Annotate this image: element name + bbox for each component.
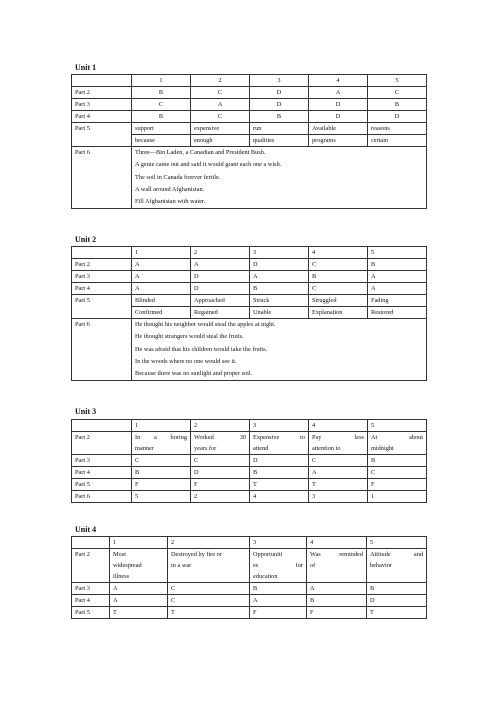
answer-cell: support: [132, 123, 191, 135]
answer-cell: D: [250, 87, 309, 99]
header-cell: 4: [309, 75, 368, 87]
answer-cell: because: [132, 135, 191, 147]
answer-cell: Confirmed: [132, 307, 191, 319]
answer-line: attend: [253, 445, 269, 452]
answer-line: In the woods where no one would see it.: [135, 357, 237, 365]
answer-cell: F: [191, 479, 250, 491]
answer-cell: A: [250, 595, 307, 607]
answer-cell: T: [110, 607, 168, 619]
answer-cell: B: [250, 467, 309, 479]
unit-4-title: Unit 4: [75, 525, 97, 534]
table-row: [72, 271, 427, 283]
answer-line: widespread: [113, 562, 142, 569]
table-row: [72, 99, 427, 111]
header-corner-cell: [72, 247, 132, 259]
header-cell: 2: [191, 247, 250, 259]
part-label: Part 2: [72, 432, 132, 455]
answer-cell: A: [309, 467, 368, 479]
unit-1-table: [71, 74, 427, 209]
answer-cell: T: [250, 479, 309, 491]
table-row: [72, 583, 427, 595]
header-cell: 2: [191, 420, 250, 432]
answer-line: Opportuniti: [253, 551, 283, 558]
answer-cell: 3: [309, 491, 368, 503]
answer-line: Expensive to: [253, 434, 305, 441]
part-label: Part 6: [72, 147, 132, 209]
header-cell: 4: [309, 247, 368, 259]
answer-cell: B: [250, 111, 309, 123]
answer-cell: C: [168, 595, 250, 607]
answer-cell: D: [191, 271, 250, 283]
answer-text-block: [132, 147, 427, 209]
answer-line: Fill Afghanistan with water.: [135, 198, 206, 206]
answer-cell: A: [132, 283, 191, 295]
table-row: [72, 479, 427, 491]
answer-cell: [132, 432, 191, 455]
answer-cell: A: [110, 583, 168, 595]
part-label: Part 4: [72, 283, 132, 295]
answer-line: A wall around Afghanistan.: [135, 185, 205, 193]
header-cell: 4: [307, 537, 367, 549]
table-header-row: [72, 420, 427, 432]
answer-cell: F: [250, 607, 307, 619]
part-label: Part 5: [72, 607, 110, 619]
answer-cell: C: [309, 455, 368, 467]
table-row: [72, 491, 427, 503]
table-row: [72, 595, 427, 607]
answer-line: At about: [371, 434, 423, 441]
answer-cell: D: [368, 111, 427, 123]
header-cell: 5: [368, 75, 427, 87]
answer-cell: [168, 549, 250, 583]
answer-cell: T: [168, 607, 250, 619]
answer-cell: F: [307, 607, 367, 619]
table-row: [72, 147, 427, 209]
answer-cell: B: [250, 583, 307, 595]
answer-line: education: [253, 573, 278, 580]
answer-cell: Struck: [250, 295, 309, 307]
answer-line: Attitude and: [370, 551, 423, 558]
answer-line: The soil in Canada forever fertile.: [135, 173, 221, 181]
answer-cell: B: [132, 467, 191, 479]
answer-cell: [191, 432, 250, 455]
answer-line: es for: [253, 562, 303, 569]
answer-line: attention to: [312, 445, 341, 452]
answer-cell: B: [367, 583, 427, 595]
answer-cell: C: [191, 455, 250, 467]
answer-cell: 1: [368, 491, 427, 503]
header-cell: 3: [250, 75, 309, 87]
part-label: Part 2: [72, 549, 110, 583]
part-label: Part 6: [72, 491, 132, 503]
answer-cell: A: [368, 283, 427, 295]
table-row: [72, 549, 427, 583]
table-header-row: [72, 537, 427, 549]
answer-cell: F: [132, 479, 191, 491]
answer-line: He thought strangers would steal the fruits.: [135, 333, 244, 341]
table-row: [72, 319, 427, 381]
answer-cell: Regained: [191, 307, 250, 319]
answer-cell: B: [368, 455, 427, 467]
answer-cell: T: [309, 479, 368, 491]
answer-cell: C: [132, 455, 191, 467]
answer-cell: [250, 432, 309, 455]
table-row: [72, 295, 427, 307]
part-label: Part 4: [72, 467, 132, 479]
answer-cell: A: [307, 583, 367, 595]
answer-cell: Struggled: [309, 295, 368, 307]
header-cell: 1: [110, 537, 168, 549]
table-row: [72, 123, 427, 135]
header-cell: 3: [250, 420, 309, 432]
answer-line: Worked 30: [194, 434, 246, 441]
table-header-row: [72, 75, 427, 87]
answer-text-block: [132, 319, 427, 381]
unit-1-title: Unit 1: [75, 63, 97, 72]
answer-cell: [367, 549, 427, 583]
answer-cell: B: [307, 595, 367, 607]
answer-cell: [250, 549, 307, 583]
answer-cell: reasons: [368, 123, 427, 135]
answer-cell: A: [191, 99, 250, 111]
part-label: Part 5: [72, 295, 132, 319]
answer-cell: 4: [250, 491, 309, 503]
table-row: [72, 111, 427, 123]
answer-cell: A: [309, 87, 368, 99]
answer-cell: Explanation: [309, 307, 368, 319]
answer-cell: Restored: [368, 307, 427, 319]
answer-line: Pay less: [312, 434, 364, 441]
answer-cell: B: [132, 111, 191, 123]
header-corner-cell: [72, 537, 110, 549]
part-label: Part 2: [72, 87, 132, 99]
answer-line: illness: [113, 573, 130, 580]
table-row: [72, 283, 427, 295]
answer-line: In a boring: [135, 434, 187, 441]
answer-cell: A: [250, 271, 309, 283]
part-label: Part 4: [72, 111, 132, 123]
answer-line: Was reminded: [310, 551, 363, 558]
answer-cell: D: [250, 455, 309, 467]
answer-line: manner: [135, 445, 154, 452]
answer-cell: C: [168, 583, 250, 595]
header-cell: 1: [132, 75, 191, 87]
answer-cell: Available: [309, 123, 368, 135]
part-label: Part 3: [72, 583, 110, 595]
answer-cell: A: [368, 271, 427, 283]
answer-cell: C: [368, 87, 427, 99]
header-cell: 2: [191, 75, 250, 87]
answer-cell: A: [191, 259, 250, 271]
table-row: [72, 455, 427, 467]
answer-cell: Unable: [250, 307, 309, 319]
part-label: Part 2: [72, 259, 132, 271]
answer-cell: qualities: [250, 135, 309, 147]
answer-cell: D: [250, 259, 309, 271]
table-header-row: [72, 247, 427, 259]
header-cell: 5: [367, 537, 427, 549]
answer-line: He thought his neighbor would steal the apples at night.: [135, 321, 276, 328]
unit-4-table: [71, 536, 427, 619]
answer-cell: certain: [368, 135, 427, 147]
answer-line: of: [310, 562, 316, 569]
answer-cell: A: [132, 259, 191, 271]
part-label: Part 4: [72, 595, 110, 607]
answer-cell: D: [191, 283, 250, 295]
table-row: [72, 87, 427, 99]
unit-2-table: [71, 246, 427, 381]
answer-cell: D: [309, 111, 368, 123]
table-row: [72, 467, 427, 479]
answer-cell: A: [132, 271, 191, 283]
answer-cell: C: [309, 283, 368, 295]
answer-cell: [368, 432, 427, 455]
answer-line: A genie came out and said it would grant each one a wish.: [135, 161, 282, 169]
answer-line: midnight: [371, 445, 394, 452]
part-label: Part 6: [72, 319, 132, 381]
answer-line: in a war: [171, 562, 192, 569]
answer-cell: run: [250, 123, 309, 135]
answer-line: Destroyed by fire or: [171, 551, 222, 558]
answer-cell: programs: [309, 135, 368, 147]
header-cell: 5: [368, 247, 427, 259]
answer-cell: Approached: [191, 295, 250, 307]
answer-cell: B: [250, 283, 309, 295]
table-row: [72, 259, 427, 271]
answer-line: behavior: [370, 562, 393, 569]
header-cell: 2: [168, 537, 250, 549]
answer-cell: C: [132, 99, 191, 111]
answer-line: years for: [194, 445, 217, 452]
part-label: Part 3: [72, 271, 132, 283]
answer-cell: Blinded: [132, 295, 191, 307]
part-label: Part 5: [72, 479, 132, 491]
answer-cell: 2: [191, 491, 250, 503]
answer-cell: Fading: [368, 295, 427, 307]
answer-cell: [307, 549, 367, 583]
answer-cell: B: [368, 99, 427, 111]
answer-cell: F: [368, 479, 427, 491]
header-cell: 1: [132, 420, 191, 432]
unit-2-title: Unit 2: [75, 235, 97, 244]
answer-cell: D: [367, 595, 427, 607]
answer-cell: 5: [132, 491, 191, 503]
answer-cell: C: [368, 467, 427, 479]
header-cell: 4: [309, 420, 368, 432]
header-cell: 3: [250, 537, 307, 549]
header-corner-cell: [72, 75, 132, 87]
answer-line: Three—Bin Laden, a Canadian and President Bush.: [135, 149, 266, 156]
answer-cell: B: [132, 87, 191, 99]
header-cell: 3: [250, 247, 309, 259]
header-cell: 1: [132, 247, 191, 259]
answer-line: He was afraid that his children would take the fruits.: [135, 345, 268, 353]
answer-cell: expensive: [191, 123, 250, 135]
answer-cell: B: [309, 271, 368, 283]
unit-3-table: [71, 419, 427, 503]
answer-cell: C: [191, 87, 250, 99]
answer-cell: A: [110, 595, 168, 607]
table-row: [72, 432, 427, 455]
header-corner-cell: [72, 420, 132, 432]
part-label: Part 3: [72, 99, 132, 111]
answer-cell: [309, 432, 368, 455]
answer-cell: D: [250, 99, 309, 111]
answer-line: Because there was no sunlight and proper soil.: [135, 370, 253, 378]
header-cell: 5: [368, 420, 427, 432]
answer-cell: [110, 549, 168, 583]
answer-line: Most: [113, 551, 126, 558]
answer-cell: C: [191, 111, 250, 123]
unit-3-title: Unit 3: [75, 407, 97, 416]
table-row: [72, 607, 427, 619]
answer-cell: C: [309, 259, 368, 271]
part-label: Part 5: [72, 123, 132, 147]
part-label: Part 3: [72, 455, 132, 467]
answer-cell: D: [309, 99, 368, 111]
answer-cell: D: [191, 467, 250, 479]
answer-cell: B: [368, 259, 427, 271]
answer-cell: T: [367, 607, 427, 619]
answer-cell: enough: [191, 135, 250, 147]
